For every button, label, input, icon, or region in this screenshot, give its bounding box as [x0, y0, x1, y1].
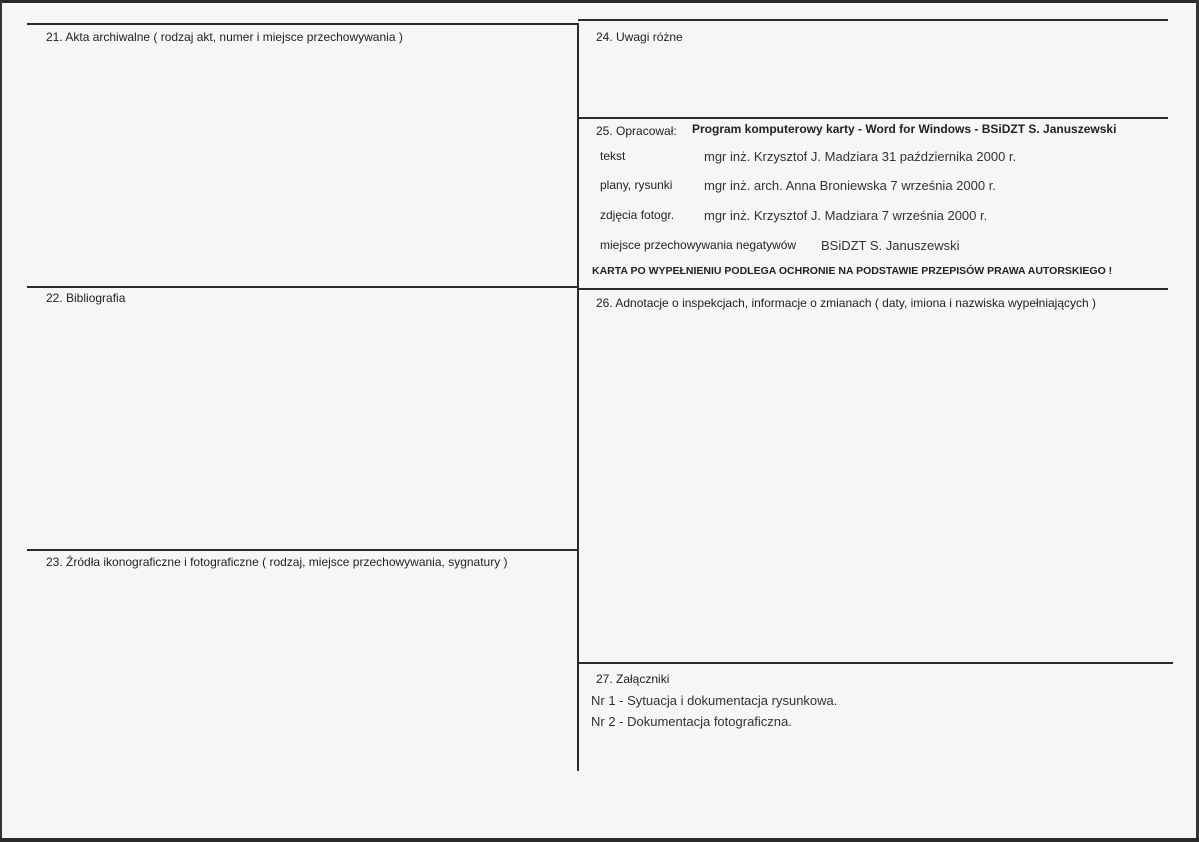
negatives-value: BSiDZT S. Januszewski	[821, 238, 960, 253]
software-credit: Program komputerowy karty - Word for Windows - BSiDZT S. Januszewski	[692, 122, 1117, 136]
copyright-notice: KARTA PO WYPEŁNIENIU PODLEGA OCHRONIE NA PODSTAWIE PRZEPISÓW PRAWA AUTORSKIEGO !	[592, 265, 1113, 277]
divider-22-23	[27, 549, 578, 551]
author-row-label: tekst	[600, 149, 626, 163]
author-row-label: zdjęcia fotogr.	[600, 208, 675, 222]
section-25-title: 25. Opracował:	[596, 124, 677, 138]
section-23-title: 23. Źródła ikonograficzne i fotograficzne ( rodzaj, miejsce przechowywania, sygnatury )	[46, 555, 508, 569]
author-row-value: mgr inż. arch. Anna Broniewska 7 września 2000 r.	[704, 178, 996, 193]
divider-26-27	[578, 662, 1173, 664]
section-21-title: 21. Akta archiwalne ( rodzaj akt, numer i miejsce przechowywania )	[46, 30, 403, 44]
left-border	[0, 0, 2, 842]
author-row-value: mgr inż. Krzysztof J. Madziara 31 października 2000 r.	[704, 149, 1017, 164]
top-border	[0, 0, 1199, 3]
divider-21-22	[27, 286, 578, 288]
bottom-border	[0, 838, 1199, 842]
divider-top-left	[27, 23, 578, 25]
section-26-title: 26. Adnotacje o inspekcjach, informacje o zmianach ( daty, imiona i nazwiska wypełniających )	[596, 296, 1097, 310]
author-row-label: plany, rysunki	[600, 178, 673, 192]
section-27-title: 27. Załączniki	[596, 672, 670, 686]
divider-25-26	[578, 288, 1168, 290]
attachment-item: Nr 2 - Dokumentacja fotograficzna.	[591, 714, 792, 729]
divider-top-right	[578, 19, 1168, 21]
divider-24-25	[578, 117, 1168, 119]
section-22-title: 22. Bibliografia	[46, 291, 126, 305]
author-row-value: mgr inż. Krzysztof J. Madziara 7 września 2000 r.	[704, 208, 988, 223]
divider-center	[577, 23, 579, 771]
negatives-label: miejsce przechowywania negatywów	[600, 238, 797, 252]
section-24-title: 24. Uwagi różne	[596, 30, 683, 44]
attachment-item: Nr 1 - Sytuacja i dokumentacja rysunkowa.	[591, 693, 838, 708]
